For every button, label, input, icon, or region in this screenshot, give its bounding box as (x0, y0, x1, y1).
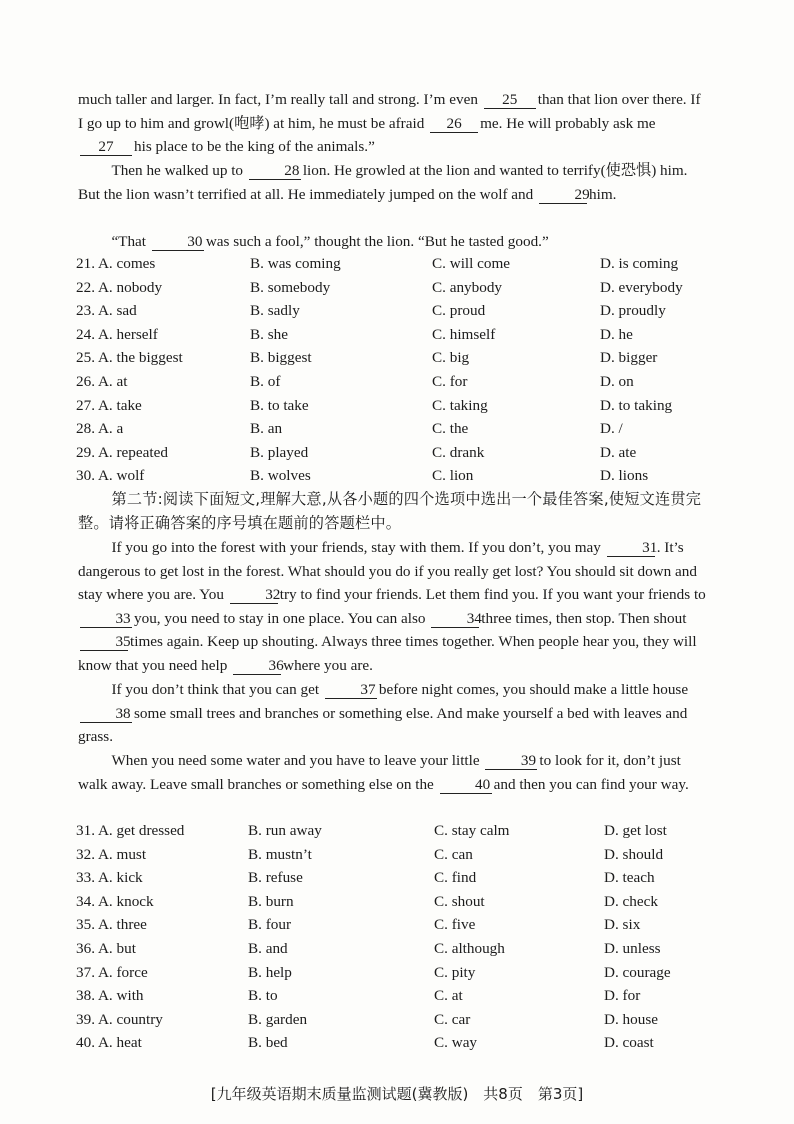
passage1-paragraph-2 (78, 159, 706, 206)
option-c: C. way (434, 1034, 478, 1052)
text: . It’s dangerous to get lost in the forest. What should you do if you really get lost? You should sit down and stay where you are. You (78, 539, 697, 604)
passage1-paragraph-1 (78, 88, 706, 159)
option-a: 37. A. force (76, 963, 148, 981)
option-a: 26. A. at (76, 372, 128, 390)
option-a: 36. A. but (76, 939, 136, 957)
option-row (76, 302, 716, 326)
text: before night comes, you should make a little house (378, 681, 689, 698)
option-c: C. for (432, 372, 468, 390)
text: you, you need to stay in one place. You can also (134, 609, 426, 627)
option-a: 28. A. a (76, 420, 124, 438)
text: and then you can find your way. (493, 775, 689, 793)
option-d: D. get lost (604, 822, 667, 839)
option-b: B. four (248, 916, 292, 934)
option-c: C. proud (432, 302, 486, 320)
text: Then he walked up to (111, 162, 244, 179)
option-row (76, 255, 716, 279)
passage2-paragraph-3 (78, 749, 706, 796)
option-c: C. himself (432, 325, 496, 343)
option-d: D. he (600, 325, 633, 343)
option-a: 32. A. must (76, 845, 147, 863)
option-b: B. was coming (250, 255, 341, 272)
option-a: 24. A. herself (76, 325, 158, 343)
blank-30: 30 (152, 233, 204, 251)
option-d: D. lions (600, 467, 649, 485)
passage1-paragraph-3 (78, 230, 706, 254)
blank-34: 34 (431, 610, 479, 628)
option-c: C. pity (434, 963, 476, 981)
option-c: C. taking (432, 396, 488, 414)
option-c: C. big (432, 349, 470, 367)
option-a: 22. A. nobody (76, 278, 163, 296)
option-b: B. bed (248, 1034, 288, 1052)
option-d: D. teach (604, 869, 655, 887)
option-a: 39. A. country (76, 1010, 163, 1028)
blank-33: 33 (80, 610, 132, 628)
option-d: D. proudly (600, 302, 666, 320)
option-d: D. coast (604, 1034, 654, 1052)
option-b: B. sadly (250, 302, 300, 320)
blank-40: 40 (440, 776, 492, 794)
option-d: D. ate (600, 443, 637, 461)
option-b: B. help (248, 963, 292, 981)
option-d: D. should (604, 845, 664, 863)
text: some small trees and branches or something else. And make yourself a bed with leaves and grass. (78, 704, 688, 746)
option-c: C. drank (432, 443, 485, 461)
text: was such a fool,” thought the lion. “But he tasted good.” (205, 233, 549, 250)
option-d: D. on (600, 372, 634, 390)
option-b: B. to take (250, 396, 309, 414)
option-row (76, 397, 716, 421)
text: him. (589, 185, 617, 203)
blank-28: 28 (249, 162, 301, 180)
option-d: D. for (604, 987, 641, 1005)
blank-38: 38 (80, 705, 132, 723)
option-d: D. everybody (600, 278, 683, 296)
option-row (76, 326, 716, 350)
blank-32: 32 (230, 586, 278, 604)
blank-26: 26 (430, 115, 478, 133)
option-d: D. is coming (600, 255, 679, 272)
options-21-30 (76, 255, 716, 491)
option-a: 40. A. heat (76, 1034, 142, 1052)
text: me. He will probably ask me (480, 114, 656, 132)
option-row (76, 822, 716, 846)
option-c: C. stay calm (434, 822, 510, 839)
text: much taller and larger. In fact, I’m really tall and strong. I’m even (78, 91, 478, 108)
option-row (76, 846, 716, 870)
blank-37: 37 (325, 681, 377, 699)
option-row (76, 444, 716, 468)
option-d: D. / (600, 420, 623, 438)
option-row (76, 349, 716, 373)
option-row (76, 869, 716, 893)
option-b: B. somebody (250, 278, 331, 296)
option-row (76, 1034, 716, 1058)
option-row (76, 916, 716, 940)
option-c: C. lion (432, 467, 474, 485)
text: If you don’t think that you can get (111, 681, 320, 698)
option-row (76, 940, 716, 964)
option-c: C. find (434, 869, 477, 887)
option-a: 33. A. kick (76, 869, 143, 887)
passage2-paragraph-2 (78, 678, 706, 749)
passage2-paragraph-1 (78, 536, 706, 678)
option-a: 31. A. get dressed (76, 822, 185, 839)
options-31-40 (76, 822, 716, 1058)
blank-39: 39 (485, 752, 537, 770)
option-d: D. unless (604, 939, 661, 957)
option-c: C. the (432, 420, 469, 438)
option-d: D. to taking (600, 396, 673, 414)
blank-35: 35 (80, 633, 128, 651)
option-row (76, 373, 716, 397)
option-a: 25. A. the biggest (76, 349, 183, 367)
text: than that lion over there. If I go up to him and growl(咆哮) at him, he must be afraid (78, 91, 701, 132)
option-row (76, 987, 716, 1011)
text: three times, then stop. Then shout (481, 609, 687, 627)
text: “That (111, 233, 147, 250)
option-a: 34. A. knock (76, 892, 154, 910)
text: where you are. (283, 656, 373, 674)
blank-29: 29 (539, 186, 587, 204)
option-b: B. played (250, 443, 309, 461)
option-c: C. at (434, 987, 463, 1005)
option-a: 29. A. repeated (76, 443, 168, 461)
option-a: 30. A. wolf (76, 467, 145, 485)
option-c: C. will come (432, 255, 511, 272)
blank-27: 27 (80, 138, 132, 156)
option-b: B. burn (248, 892, 294, 910)
option-c: C. car (434, 1010, 471, 1028)
text: try to find your friends. Let them find you. If you want your friends to (279, 586, 706, 604)
option-a: 27. A. take (76, 396, 142, 414)
option-c: C. shout (434, 892, 485, 910)
option-b: B. garden (248, 1010, 308, 1028)
blank-36: 36 (233, 657, 281, 675)
text: times again. Keep up shouting. Always three times together. When people hear you, they will know that you need help (78, 633, 697, 674)
option-d: D. check (604, 892, 658, 910)
blank-31: 31 (607, 539, 655, 557)
section-2-instruction: 第二节:阅读下面短文,理解大意,从各小题的四个选项中选出一个最佳答案,使短文连贯完整。请将正确答案的序号填在题前的答题栏中。 (78, 490, 702, 532)
option-c: C. anybody (432, 278, 503, 296)
option-b: B. an (250, 420, 283, 438)
option-b: B. she (250, 325, 288, 343)
option-b: B. run away (248, 822, 322, 839)
option-a: 35. A. three (76, 916, 147, 934)
option-b: B. biggest (250, 349, 312, 367)
option-d: D. house (604, 1010, 658, 1028)
option-b: B. to (248, 987, 278, 1005)
option-d: D. courage (604, 963, 671, 981)
option-b: B. of (250, 372, 281, 390)
option-b: B. refuse (248, 869, 303, 887)
option-d: D. six (604, 916, 641, 934)
option-c: C. although (434, 939, 505, 957)
option-a: 23. A. sad (76, 302, 137, 320)
blank-25: 25 (484, 91, 536, 109)
text: his place to be the king of the animals.” (134, 138, 375, 156)
option-a: 38. A. with (76, 987, 144, 1005)
option-row (76, 893, 716, 917)
option-c: C. can (434, 845, 473, 863)
option-a: 21. A. comes (76, 255, 156, 272)
option-row (76, 420, 716, 444)
text: lion. He growled at the lion and wanted to terrify(使恐惧) him. But the lion wasn’t terrified at all. He immediately jumped on the wolf and (78, 162, 688, 203)
page-footer: [九年级英语期末质量监测试题(冀教版) 共8页 第3页] (210, 1085, 584, 1103)
option-b: B. mustn’t (248, 845, 312, 863)
option-d: D. bigger (600, 349, 658, 367)
text: to look for it, don’t just walk away. Leave small branches or something else on the (78, 752, 681, 793)
option-row (76, 279, 716, 303)
text: If you go into the forest with your friends, stay with them. If you don’t, you may (111, 539, 601, 556)
option-row (76, 964, 716, 988)
option-b: B. wolves (250, 467, 311, 485)
option-c: C. five (434, 916, 476, 934)
option-row (76, 1011, 716, 1035)
text: When you need some water and you have to leave your little (111, 752, 480, 769)
option-b: B. and (248, 939, 288, 957)
